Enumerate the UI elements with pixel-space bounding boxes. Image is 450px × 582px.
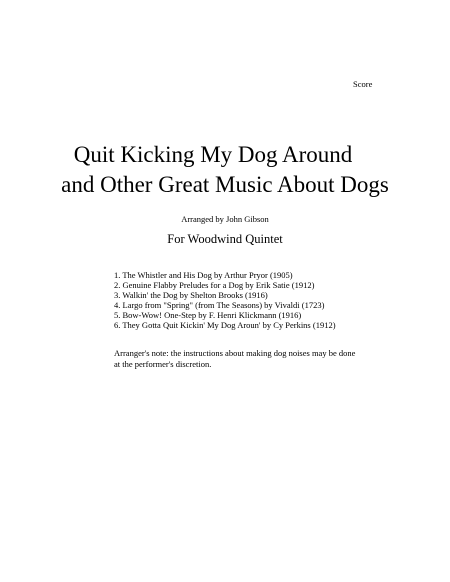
- page-title: [0, 140, 450, 200]
- arranger-note: Arranger's note: the instructions about making dog noises may be done at the performer's discretion.: [114, 348, 356, 369]
- list-item: 1. The Whistler and His Dog by Arthur Pryor (1905): [114, 270, 293, 280]
- contents-list: [114, 270, 414, 330]
- score-label: Score: [353, 79, 373, 89]
- list-item: 6. They Gotta Quit Kickin' My Dog Aroun' by Cy Perkins (1912): [114, 320, 336, 330]
- instrumentation: For Woodwind Quintet: [167, 232, 283, 246]
- list-item: 2. Genuine Flabby Preludes for a Dog by Erik Satie (1912): [114, 280, 315, 290]
- list-item: 3. Walkin' the Dog by Shelton Brooks (1916): [114, 290, 268, 300]
- list-item: 5. Bow-Wow! One-Step by F. Henri Klickmann (1916): [114, 310, 302, 320]
- arranger-credit: Arranged by John Gibson: [181, 214, 269, 224]
- title-line-2: and Other Great Music About Dogs: [61, 172, 389, 197]
- title-line-1: Quit Kicking My Dog Around: [73, 142, 353, 167]
- list-item: 4. Largo from "Spring" (from The Seasons) by Vivaldi (1723): [114, 300, 325, 310]
